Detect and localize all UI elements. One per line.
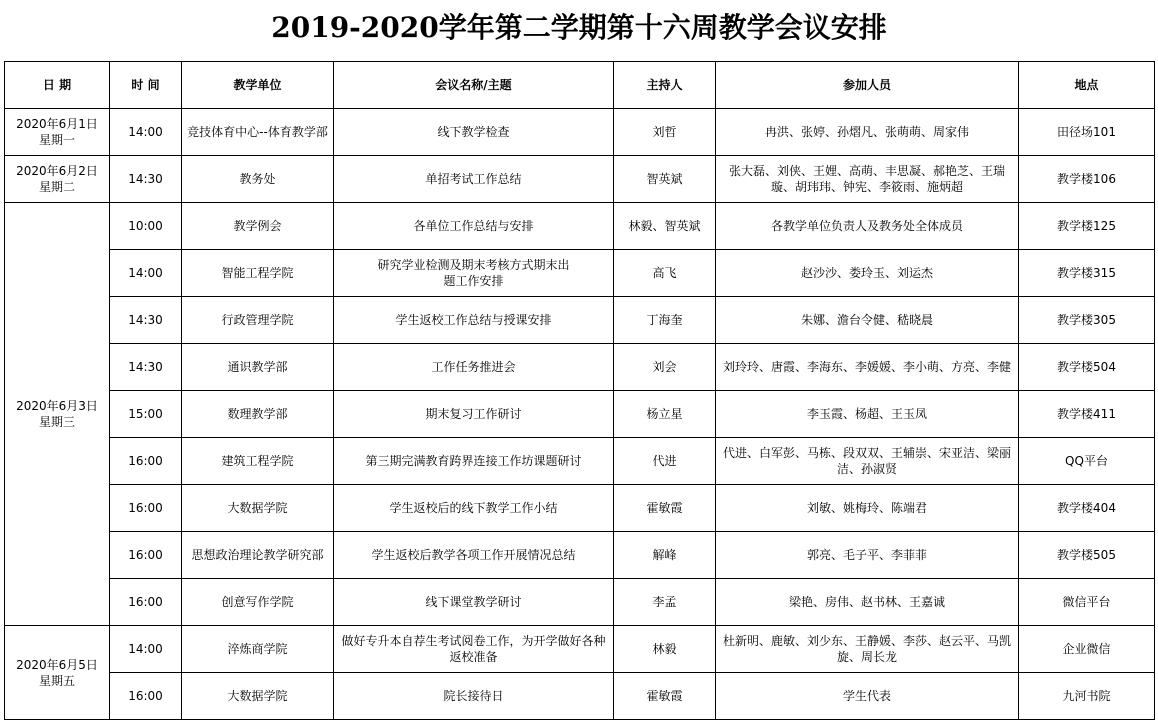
attendees-cell: 李玉霞、杨超、王玉凤 bbox=[716, 391, 1019, 438]
unit-cell: 建筑工程学院 bbox=[182, 438, 334, 485]
topic-cell: 第三期完满教育跨界连接工作坊课题研讨 bbox=[334, 438, 614, 485]
date-cell: 2020年6月3日 星期三 bbox=[5, 203, 110, 626]
table-row bbox=[5, 203, 1155, 250]
location-cell: 教学楼505 bbox=[1019, 532, 1155, 579]
topic-cell: 学生返校后教学各项工作开展情况总结 bbox=[334, 532, 614, 579]
topic-cell: 学生返校后的线下教学工作小结 bbox=[334, 485, 614, 532]
location-cell: 教学楼504 bbox=[1019, 344, 1155, 391]
attendees-cell: 刘玲玲、唐霞、李海东、李媛媛、李小萌、方亮、李健 bbox=[716, 344, 1019, 391]
attendees-cell: 代进、白军彭、马栋、段双双、王辅崇、宋亚洁、梁丽洁、孙淑贤 bbox=[716, 438, 1019, 485]
location-cell: 教学楼411 bbox=[1019, 391, 1155, 438]
unit-cell: 创意写作学院 bbox=[182, 579, 334, 626]
location-cell: 教学楼106 bbox=[1019, 156, 1155, 203]
table-row bbox=[5, 673, 1155, 720]
location-cell: QQ平台 bbox=[1019, 438, 1155, 485]
host-cell: 代进 bbox=[614, 438, 716, 485]
header-location: 地点 bbox=[1019, 62, 1155, 109]
unit-cell: 行政管理学院 bbox=[182, 297, 334, 344]
unit-cell: 大数据学院 bbox=[182, 485, 334, 532]
attendees-cell: 赵沙沙、娄玲玉、刘运杰 bbox=[716, 250, 1019, 297]
host-cell: 杨立星 bbox=[614, 391, 716, 438]
schedule-table bbox=[4, 61, 1155, 720]
host-cell: 林毅 bbox=[614, 626, 716, 673]
table-row bbox=[5, 109, 1155, 156]
time-cell: 14:30 bbox=[110, 344, 182, 391]
header-topic: 会议名称/主题 bbox=[334, 62, 614, 109]
host-cell: 霍敏霞 bbox=[614, 673, 716, 720]
attendees-cell: 各教学单位负责人及教务处全体成员 bbox=[716, 203, 1019, 250]
location-cell: 教学楼404 bbox=[1019, 485, 1155, 532]
unit-cell: 淬炼商学院 bbox=[182, 626, 334, 673]
date-cell: 2020年6月5日 星期五 bbox=[5, 626, 110, 720]
location-cell: 九河书院 bbox=[1019, 673, 1155, 720]
attendees-cell: 朱娜、澹台令健、嵇晓晨 bbox=[716, 297, 1019, 344]
host-cell: 智英斌 bbox=[614, 156, 716, 203]
topic-cell: 工作任务推进会 bbox=[334, 344, 614, 391]
unit-cell: 大数据学院 bbox=[182, 673, 334, 720]
header-attendees: 参加人员 bbox=[716, 62, 1019, 109]
time-cell: 14:00 bbox=[110, 109, 182, 156]
time-cell: 14:00 bbox=[110, 626, 182, 673]
host-cell: 刘哲 bbox=[614, 109, 716, 156]
topic-cell: 单招考试工作总结 bbox=[334, 156, 614, 203]
table-row bbox=[5, 156, 1155, 203]
attendees-cell: 杜新明、鹿敏、刘少东、王静媛、李莎、赵云平、马凯旋、周长龙 bbox=[716, 626, 1019, 673]
topic-cell: 学生返校工作总结与授课安排 bbox=[334, 297, 614, 344]
table-row bbox=[5, 344, 1155, 391]
location-cell: 企业微信 bbox=[1019, 626, 1155, 673]
time-cell: 14:30 bbox=[110, 156, 182, 203]
host-cell: 高飞 bbox=[614, 250, 716, 297]
time-cell: 16:00 bbox=[110, 673, 182, 720]
host-cell: 霍敏霞 bbox=[614, 485, 716, 532]
time-cell: 10:00 bbox=[110, 203, 182, 250]
time-cell: 16:00 bbox=[110, 485, 182, 532]
header-time: 时 间 bbox=[110, 62, 182, 109]
attendees-cell: 学生代表 bbox=[716, 673, 1019, 720]
header-unit: 教学单位 bbox=[182, 62, 334, 109]
host-cell: 解峰 bbox=[614, 532, 716, 579]
host-cell: 林毅、智英斌 bbox=[614, 203, 716, 250]
header-date: 日 期 bbox=[5, 62, 110, 109]
location-cell: 田径场101 bbox=[1019, 109, 1155, 156]
time-cell: 14:30 bbox=[110, 297, 182, 344]
location-cell: 教学楼315 bbox=[1019, 250, 1155, 297]
topic-cell: 院长接待日 bbox=[334, 673, 614, 720]
host-cell: 刘会 bbox=[614, 344, 716, 391]
date-cell: 2020年6月2日 星期二 bbox=[5, 156, 110, 203]
table-row bbox=[5, 579, 1155, 626]
page-title: 2019-2020学年第二学期第十六周教学会议安排 bbox=[271, 11, 887, 44]
topic-cell: 期末复习工作研讨 bbox=[334, 391, 614, 438]
location-cell: 微信平台 bbox=[1019, 579, 1155, 626]
unit-cell: 通识教学部 bbox=[182, 344, 334, 391]
attendees-cell: 张大磊、刘侠、王娌、高萌、丰思凝、郝艳芝、王瑞璇、胡玮玮、钟宪、李筱雨、施炳超 bbox=[716, 156, 1019, 203]
time-cell: 16:00 bbox=[110, 532, 182, 579]
header-row bbox=[5, 62, 1155, 109]
header-host: 主持人 bbox=[614, 62, 716, 109]
table-row bbox=[5, 250, 1155, 297]
time-cell: 15:00 bbox=[110, 391, 182, 438]
unit-cell: 教学例会 bbox=[182, 203, 334, 250]
table-row bbox=[5, 626, 1155, 673]
unit-cell: 竞技体育中心--体育教学部 bbox=[182, 109, 334, 156]
location-cell: 教学楼125 bbox=[1019, 203, 1155, 250]
attendees-cell: 梁艳、房伟、赵书林、王嘉诚 bbox=[716, 579, 1019, 626]
attendees-cell: 郭亮、毛子平、李菲菲 bbox=[716, 532, 1019, 579]
table-row bbox=[5, 532, 1155, 579]
topic-cell: 线下课堂教学研讨 bbox=[334, 579, 614, 626]
table-row bbox=[5, 438, 1155, 485]
attendees-cell: 冉洪、张婷、孙熠凡、张萌萌、周家伟 bbox=[716, 109, 1019, 156]
unit-cell: 数理教学部 bbox=[182, 391, 334, 438]
table-row bbox=[5, 485, 1155, 532]
attendees-cell: 刘敏、姚梅玲、陈端君 bbox=[716, 485, 1019, 532]
table-row bbox=[5, 391, 1155, 438]
host-cell: 丁海奎 bbox=[614, 297, 716, 344]
time-cell: 14:00 bbox=[110, 250, 182, 297]
unit-cell: 教务处 bbox=[182, 156, 334, 203]
location-cell: 教学楼305 bbox=[1019, 297, 1155, 344]
table-row bbox=[5, 297, 1155, 344]
unit-cell: 智能工程学院 bbox=[182, 250, 334, 297]
topic-cell: 各单位工作总结与安排 bbox=[334, 203, 614, 250]
time-cell: 16:00 bbox=[110, 579, 182, 626]
topic-cell: 线下教学检查 bbox=[334, 109, 614, 156]
topic-cell: 研究学业检测及期末考核方式期末出题工作安排 bbox=[334, 250, 614, 297]
date-cell: 2020年6月1日 星期一 bbox=[5, 109, 110, 156]
time-cell: 16:00 bbox=[110, 438, 182, 485]
topic-cell: 做好专升本自荐生考试阅卷工作，为开学做好各种返校准备 bbox=[334, 626, 614, 673]
host-cell: 李孟 bbox=[614, 579, 716, 626]
unit-cell: 思想政治理论教学研究部 bbox=[182, 532, 334, 579]
